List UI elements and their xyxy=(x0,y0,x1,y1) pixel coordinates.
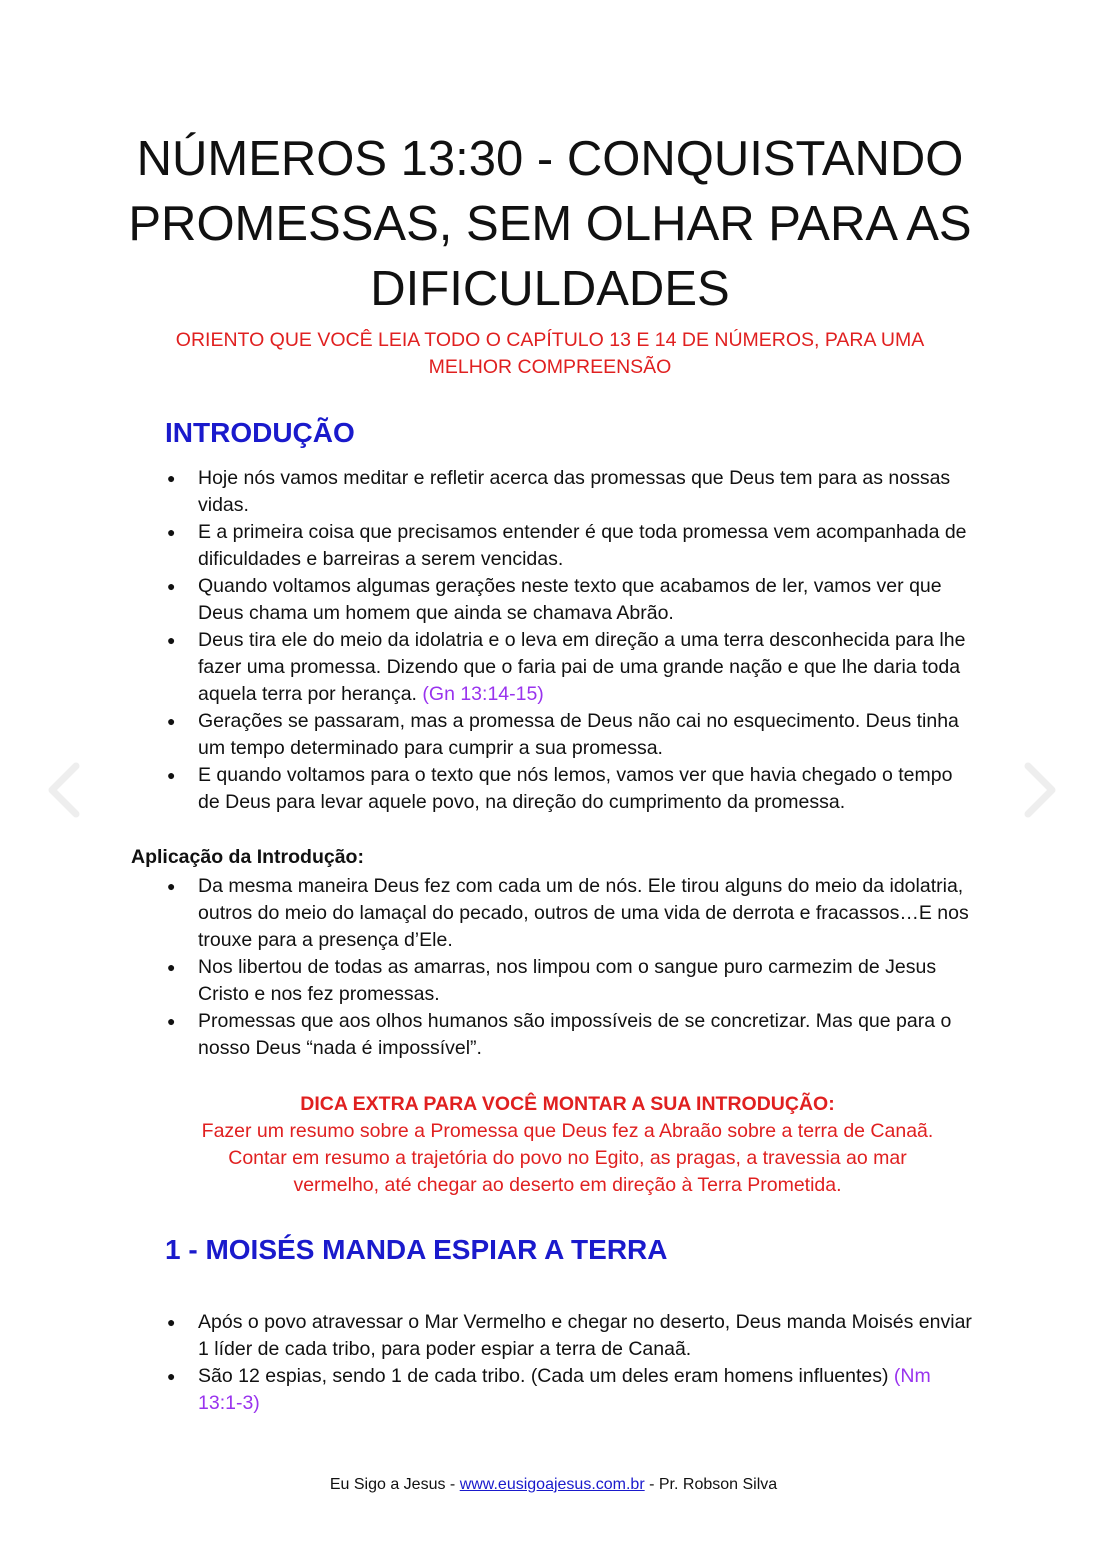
tip-title: DICA EXTRA PARA VOCÊ MONTAR A SUA INTRODUÇÃO: xyxy=(300,1093,835,1115)
bullet-icon: ● xyxy=(167,1368,176,1384)
application-heading: Aplicação da Introdução: xyxy=(131,846,364,868)
page-subtitle: ORIENTO QUE VOCÊ LEIA TODO O CAPÍTULO 13 E 14 DE NÚMEROS, PARA UMA MELHOR COMPREENSÃO xyxy=(175,329,925,378)
previous-page-button[interactable] xyxy=(44,760,84,820)
footer-prefix: Eu Sigo a Jesus - xyxy=(329,1476,460,1493)
intro-bullet-list xyxy=(165,465,977,816)
bullet-icon: ● xyxy=(167,959,176,975)
list-item: ● Hoje nós vamos meditar e refletir acerca das promessas que Deus tem para as nossas vidas. xyxy=(167,467,951,516)
list-item: ● Da mesma maneira Deus fez com cada um de nós. Ele tirou alguns do meio da idolatria, outros do meio do lamaçal do pecado, outros de uma vida de derrota e fracassos…E nos trouxe para a presença d’Ele. xyxy=(167,875,969,951)
bullet-icon: ● xyxy=(167,1314,176,1330)
list-item: ● Nos libertou de todas as amarras, nos limpou com o sangue puro carmezim de Jesus Cristo e nos fez promessas. xyxy=(167,956,937,1005)
bullet-icon: ● xyxy=(167,767,176,783)
bullet-icon: ● xyxy=(167,632,176,648)
bullet-icon: ● xyxy=(167,524,176,540)
bullet-icon: ● xyxy=(167,1013,176,1029)
section-1-heading: 1 - MOISÉS MANDA ESPIAR A TERRA xyxy=(165,1234,668,1265)
footer-website-link[interactable]: www.eusigoajesus.com.br xyxy=(459,1476,645,1493)
list-item: ● E quando voltamos para o texto que nós lemos, vamos ver que havia chegado o tempo de Deus para levar aquele povo, na direção do cumprimento da promessa. xyxy=(167,764,953,813)
tip-line: vermelho, até chegar ao deserto em direção à Terra Prometida. xyxy=(293,1174,842,1196)
chevron-left-icon xyxy=(44,760,84,820)
intro-heading: INTRODUÇÃO xyxy=(165,417,355,448)
bullet-icon: ● xyxy=(167,713,176,729)
list-item: ● Promessas que aos olhos humanos são impossíveis de se concretizar. Mas que para o nosso Deus “nada é impossível”. xyxy=(167,1010,952,1059)
tip-line: Contar em resumo a trajetória do povo no Egito, as pragas, a travessia ao mar xyxy=(228,1147,907,1169)
bullet-icon: ● xyxy=(167,578,176,594)
section-1-bullet-list xyxy=(165,1309,977,1417)
list-item: ● Gerações se passaram, mas a promessa de Deus não cai no esquecimento. Deus tinha um tempo determinado para cumprir a sua promessa. xyxy=(167,710,959,759)
page-footer xyxy=(0,1474,1107,1496)
extra-tip-box xyxy=(150,1091,985,1199)
tip-line: Fazer um resumo sobre a Promessa que Deus fez a Abraão sobre a terra de Canaã. xyxy=(201,1120,934,1142)
bullet-icon: ● xyxy=(167,878,176,894)
footer-suffix: - Pr. Robson Silva xyxy=(644,1476,778,1493)
page-title: NÚMEROS 13:30 - CONQUISTANDO PROMESSAS, SEM OLHAR PARA AS DIFICULDADES xyxy=(128,132,972,316)
chevron-right-icon xyxy=(1020,760,1060,820)
scripture-reference: (Nm 13:1-3) xyxy=(198,1365,931,1414)
scripture-reference: (Gn 13:14-15) xyxy=(422,683,544,705)
list-item: ● Deus tira ele do meio da idolatria e o leva em direção a uma terra desconhecida para lhe fazer uma promessa. Dizendo que o faria pai de uma grande nação e que lhe daria toda aquela terra por herança. (Gn 13:14-15) xyxy=(167,629,966,705)
list-item: ● São 12 espias, sendo 1 de cada tribo. (Cada um deles eram homens influentes) (Nm 13:1-3) xyxy=(167,1365,931,1414)
next-page-button[interactable] xyxy=(1020,760,1060,820)
list-item: ● Quando voltamos algumas gerações neste texto que acabamos de ler, vamos ver que Deus chama um homem que ainda se chamava Abrão. xyxy=(167,575,942,624)
list-item: ● E a primeira coisa que precisamos entender é que toda promessa vem acompanhada de dificuldades e barreiras a serem vencidas. xyxy=(167,521,967,570)
list-item: ● Após o povo atravessar o Mar Vermelho e chegar no deserto, Deus manda Moisés enviar 1 líder de cada tribo, para poder espiar a terra de Canaã. xyxy=(167,1311,972,1360)
application-bullet-list xyxy=(165,873,977,1062)
bullet-icon: ● xyxy=(167,470,176,486)
